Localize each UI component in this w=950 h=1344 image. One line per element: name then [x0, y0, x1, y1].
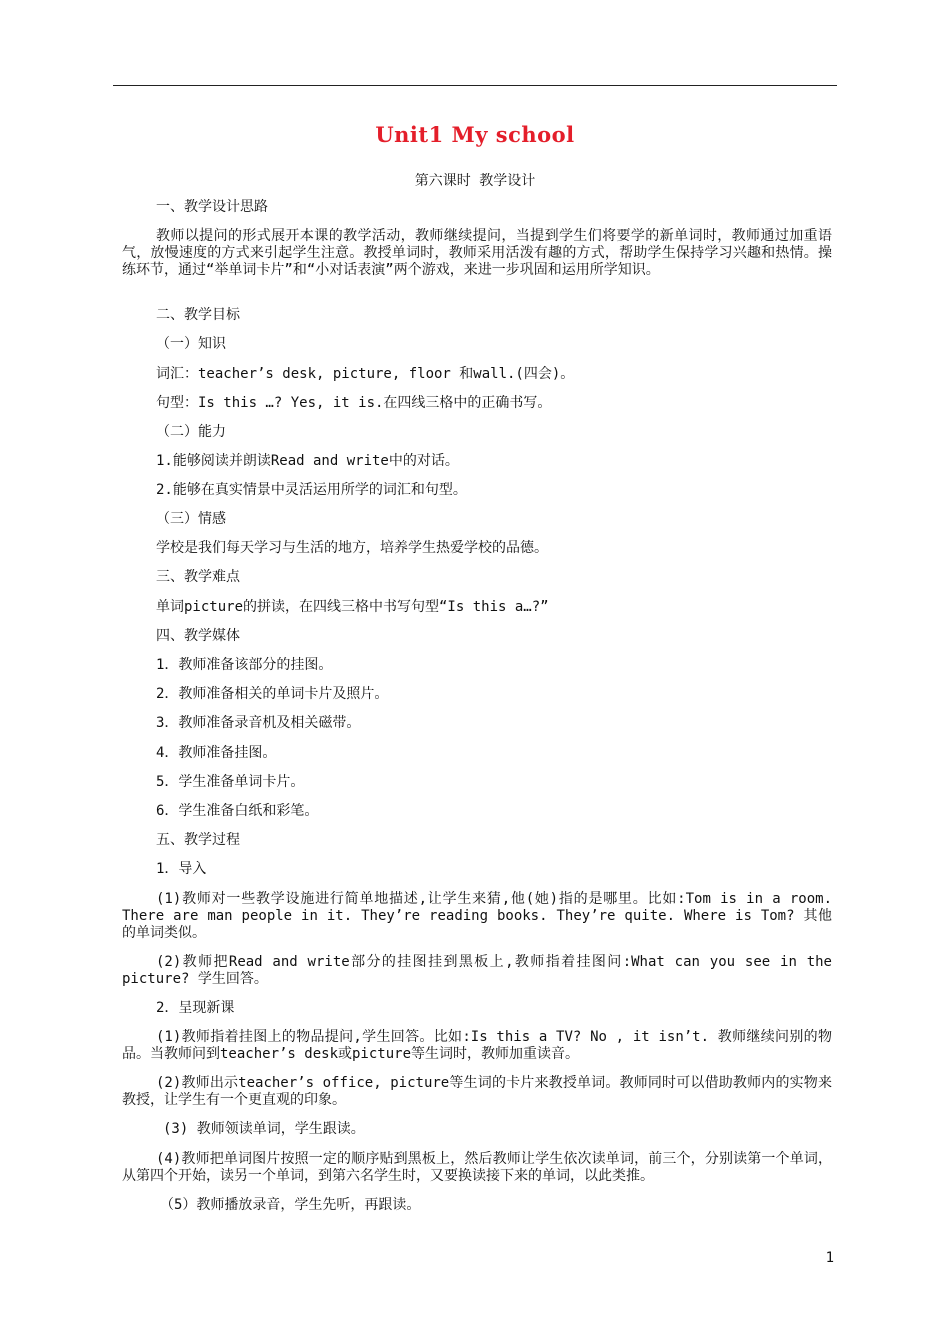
page-number: 1 [825, 1250, 834, 1266]
page-title: Unit1 My school [375, 122, 575, 147]
ability-item-1: 1.能够阅读并朗读Read and write中的对话。 [156, 453, 459, 469]
process-paragraph-5: (3) 教师领读单词，学生跟读。 [163, 1121, 365, 1137]
section-heading-2: 二、教学目标 [156, 307, 240, 323]
media-item-4: 4．教师准备挂图。 [156, 745, 277, 761]
difficulty-line: 单词picture的拼读，在四线三格中书写句型“Is this a…?” [156, 599, 549, 615]
section-heading-1: 一、教学设计思路 [156, 199, 268, 215]
subheading-ability: （二）能力 [156, 424, 226, 440]
media-item-3: 3．教师准备录音机及相关磁带。 [156, 715, 361, 731]
header-rule [113, 85, 837, 86]
step-1-heading: 1．导入 [156, 861, 207, 877]
subheading-knowledge: （一）知识 [156, 336, 226, 352]
ability-item-2: 2.能够在真实情景中灵活运用所学的词汇和句型。 [156, 482, 467, 498]
process-paragraph-7: （5）教师播放录音，学生先听，再跟读。 [160, 1197, 421, 1213]
media-item-1: 1．教师准备该部分的挂图。 [156, 657, 333, 673]
step-2-heading: 2．呈现新课 [156, 1000, 235, 1016]
section-heading-3: 三、教学难点 [156, 569, 240, 585]
section-heading-4: 四、教学媒体 [156, 628, 240, 644]
subheading-emotion: （三）情感 [156, 511, 226, 527]
process-paragraph-6: (4)教师把单词图片按照一定的顺序贴到黑板上，然后教师让学生依次读单词，前三个，分别读第一个单词，从第四个开始，读另一个单词，到第六名学生时，又要换读接下来的单词，以此类推。 [122, 1151, 832, 1184]
process-paragraph-4: (2)教师出示teacher’s office, picture等生词的卡片来教授单词。教师同时可以借助教师内的实物来教授，让学生有一个更直观的印象。 [122, 1075, 832, 1108]
vocabulary-line: 词汇：teacher’s desk, picture, floor 和wall.(四会)。 [156, 366, 575, 382]
section-1-paragraph: 教师以提问的形式展开本课的教学活动，教师继续提问，当提到学生们将要学的新单词时，教师通过加重语气，放慢速度的方式来引起学生注意。教授单词时，教师采用活泼有趣的方式，帮助学生保持学习兴趣和热情。操练环节，通过“举单词卡片”和“小对话表演”两个游戏，来进一步巩固和运用所学知识。 [122, 228, 832, 278]
emotion-line: 学校是我们每天学习与生活的地方，培养学生热爱学校的品德。 [156, 540, 548, 556]
page-subtitle: 第六课时 教学设计 [414, 173, 536, 189]
process-paragraph-1: (1)教师对一些教学设施进行简单地描述,让学生来猜,他(她)指的是哪里。比如:Tom is in a room. There are man people in it. They’re reading books. They’re quite. Where is Tom? 其他的单词类似。 [122, 891, 832, 941]
media-item-5: 5．学生准备单词卡片。 [156, 774, 305, 790]
sentence-pattern-line: 句型：Is this …? Yes, it is.在四线三格中的正确书写。 [156, 395, 552, 411]
process-paragraph-2: (2)教师把Read and write部分的挂图挂到黑板上,教师指着挂图问:What can you see in the picture? 学生回答。 [122, 954, 832, 987]
section-heading-5: 五、教学过程 [156, 832, 240, 848]
media-item-2: 2．教师准备相关的单词卡片及照片。 [156, 686, 389, 702]
media-item-6: 6．学生准备白纸和彩笔。 [156, 803, 319, 819]
process-paragraph-3: (1)教师指着挂图上的物品提问,学生回答。比如:Is this a TV? No , it isn’t. 教师继续问别的物品。当教师问到teacher’s desk或picture等生词时，教师加重读音。 [122, 1029, 832, 1062]
